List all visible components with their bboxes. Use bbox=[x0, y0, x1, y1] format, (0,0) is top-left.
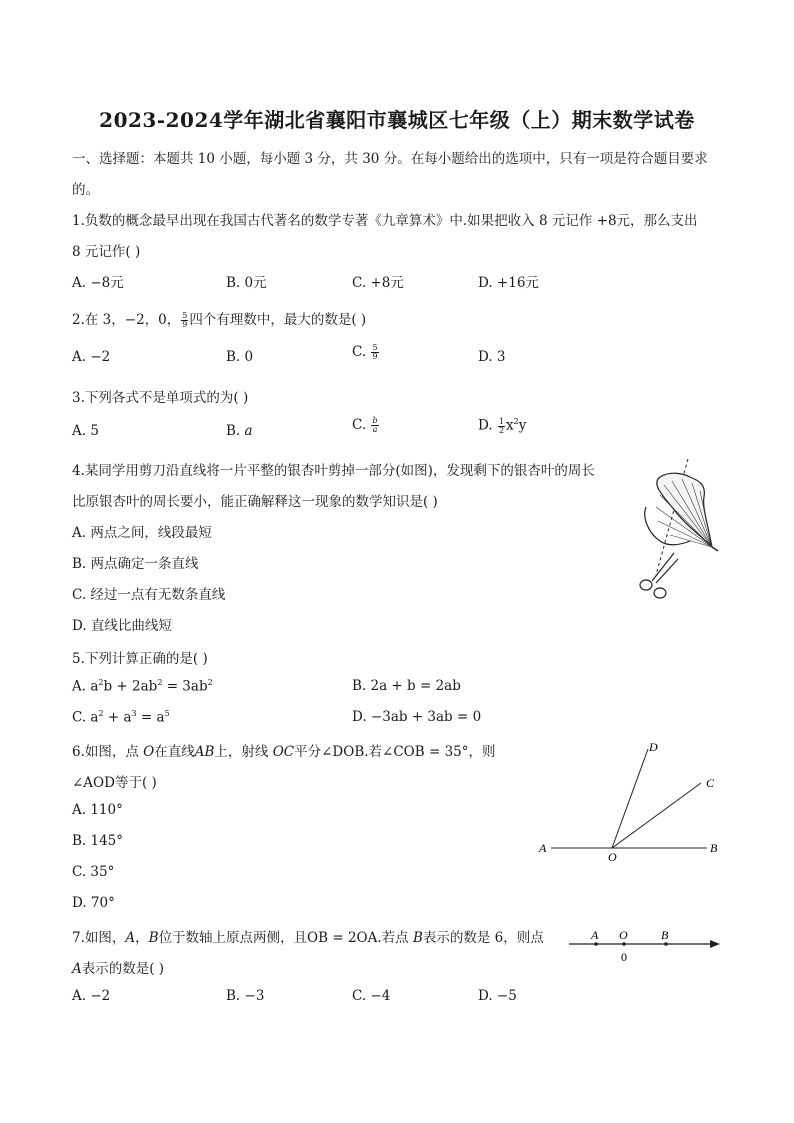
q3-option-d bbox=[478, 417, 526, 435]
q6-stem-line1 bbox=[72, 740, 496, 760]
q7-point-a: A bbox=[125, 930, 136, 946]
q4-stem-line1: 4.某同学用剪刀沿直线将一片平整的银杏叶剪掉一部分(如图)，发现剩下的银杏叶的周长 bbox=[72, 463, 595, 479]
q3-option-c-fraction bbox=[371, 417, 378, 434]
q3-option-d-label: D. bbox=[478, 417, 497, 434]
q5-c-mid: + a bbox=[103, 709, 132, 726]
label-o: O bbox=[608, 850, 617, 864]
q1-stem-line2: 8 元记作( ) bbox=[72, 244, 141, 260]
q5-c-p3: 5 bbox=[164, 709, 170, 718]
q1-option-d: D. +16元 bbox=[478, 275, 539, 291]
q2-option-a: A. −2 bbox=[72, 349, 111, 365]
q5-a-p3: 2 bbox=[207, 678, 213, 687]
q7-pre: 7.如图， bbox=[72, 930, 126, 946]
q5-a-label: A. a bbox=[72, 678, 99, 695]
q7-stem-line1 bbox=[72, 926, 544, 946]
q6-post: 平分∠DOB.若∠COB = 35°，则 bbox=[294, 744, 496, 760]
ray-od bbox=[612, 749, 648, 848]
q3-stem: 3.下列各式不是单项式的为( ) bbox=[72, 390, 249, 406]
q3-option-d-x: x bbox=[506, 417, 514, 434]
q6-point-o: O bbox=[143, 744, 155, 760]
point-a-dot bbox=[594, 942, 598, 946]
q5-option-b: B. 2a + b = 2ab bbox=[352, 678, 461, 694]
q6-option-a: A. 110° bbox=[72, 802, 123, 818]
angle-figure bbox=[535, 735, 725, 865]
scissors-icon bbox=[640, 553, 678, 598]
q7-option-b: B. −3 bbox=[226, 988, 265, 1004]
section-instructions-line1: 一、选择题：本题共 10 小题，每小题 3 分，共 30 分。在每小题给出的选项中，只有一项是符合题目要求 bbox=[72, 151, 708, 167]
q7-line2-text: 表示的数是( ) bbox=[81, 961, 165, 977]
q6-mid1: 在直线 bbox=[154, 744, 195, 760]
label-d: D bbox=[649, 740, 658, 754]
q4-option-c: C. 经过一点有无数条直线 bbox=[72, 587, 226, 603]
q7-option-c: C. −4 bbox=[352, 988, 391, 1004]
q2-option-c-label: C. bbox=[352, 344, 371, 360]
q1-option-b: B. 0元 bbox=[226, 275, 267, 291]
q3-option-d-num: 1 bbox=[498, 416, 505, 426]
label-a: A bbox=[591, 928, 599, 942]
q2-fraction bbox=[181, 312, 188, 329]
q2-option-c-den: 9 bbox=[372, 352, 378, 361]
q5-c-p1: 2 bbox=[98, 709, 104, 718]
q4-option-d: D. 直线比曲线短 bbox=[72, 618, 172, 634]
q7-mid1: 位于数轴上原点两侧，且OB = 2OA.若点 bbox=[158, 930, 413, 946]
q1-option-c: C. +8元 bbox=[352, 275, 404, 291]
number-line-figure bbox=[565, 925, 725, 967]
q2-option-c-fraction bbox=[371, 344, 378, 361]
q5-option-d: D. −3ab + 3ab = 0 bbox=[352, 709, 482, 725]
q6-pre: 6.如图，点 bbox=[72, 744, 144, 760]
q2-stem-post: 四个有理数中，最大的数是( ) bbox=[189, 312, 367, 328]
q2-option-c bbox=[352, 344, 380, 361]
q7-sep: ， bbox=[135, 930, 149, 946]
q3-option-c-den: a bbox=[372, 425, 378, 434]
q3-option-c bbox=[352, 417, 380, 434]
q7-point-b: B bbox=[148, 930, 159, 946]
q6-stem-line2: ∠AOD等于( ) bbox=[72, 775, 157, 791]
q3-option-a: A. 5 bbox=[72, 423, 99, 439]
section-instructions-line2: 的。 bbox=[72, 182, 99, 198]
q2-option-d: D. 3 bbox=[478, 349, 506, 365]
q7-option-d: D. −5 bbox=[478, 988, 517, 1004]
ginkgo-stem bbox=[712, 547, 718, 551]
q5-option-c bbox=[72, 709, 170, 726]
q6-mid2: 上，射线 bbox=[214, 744, 273, 760]
q5-c-p2: 3 bbox=[131, 709, 137, 718]
q6-line-ab: AB bbox=[194, 744, 215, 760]
q1-option-a: A. −8元 bbox=[72, 275, 124, 291]
exam-title: 2023-2024学年湖北省襄阳市襄城区七年级（上）期末数学试卷 bbox=[99, 108, 695, 132]
q2-stem-pre: 2.在 3，−2，0， bbox=[72, 312, 181, 328]
q4-option-a: A. 两点之间，线段最短 bbox=[72, 525, 212, 541]
q5-a-eq: = 3ab bbox=[162, 678, 208, 695]
q7-post: 表示的数是 6，则点 bbox=[422, 930, 544, 946]
q5-a-p2: 2 bbox=[157, 678, 163, 687]
label-a: A bbox=[539, 841, 547, 855]
q7-line2-point-a: A bbox=[72, 961, 82, 977]
q3-option-d-fraction bbox=[498, 418, 505, 435]
ray-oc bbox=[612, 783, 701, 848]
q7-stem-line2 bbox=[72, 957, 164, 977]
label-zero: 0 bbox=[621, 950, 627, 964]
q6-option-d: D. 70° bbox=[72, 895, 115, 911]
q3-option-d-y: y bbox=[518, 417, 527, 434]
q5-option-a bbox=[72, 678, 213, 695]
q5-a-mid: b + 2ab bbox=[103, 678, 158, 695]
q2-option-b: B. 0 bbox=[226, 349, 254, 365]
label-o: O bbox=[619, 928, 628, 942]
q5-stem: 5.下列计算正确的是( ) bbox=[72, 651, 208, 667]
q6-option-c: C. 35° bbox=[72, 864, 115, 880]
point-o-dot bbox=[622, 942, 626, 946]
q5-c-eq: = a bbox=[136, 709, 165, 726]
q7-option-a: A. −2 bbox=[72, 988, 111, 1004]
label-b: B bbox=[710, 841, 718, 855]
q6-option-b: B. 145° bbox=[72, 833, 124, 849]
q6-ray-oc: OC bbox=[272, 744, 295, 760]
ginkgo-leaf-scissors-figure bbox=[630, 455, 730, 605]
q4-stem-line2: 比原银杏叶的周长要小，能正确解释这一现象的数学知识是( ) bbox=[72, 494, 438, 510]
q2-fraction-num: 5 bbox=[182, 311, 188, 320]
number-line-arrow bbox=[710, 940, 720, 948]
q7-point-b2: B bbox=[412, 930, 423, 946]
q2-stem bbox=[72, 308, 366, 329]
q5-c-label: C. a bbox=[72, 709, 99, 726]
q3-option-b-label: B. bbox=[226, 423, 245, 439]
q3-option-b-var: a bbox=[244, 423, 253, 439]
q1-stem-line1: 1.负数的概念最早出现在我国古代著名的数学专著《九章算术》中.如果把收入 8 元记作 +8元，那么支出 bbox=[72, 213, 698, 229]
q2-fraction-den: 9 bbox=[182, 320, 188, 329]
q3-option-c-label: C. bbox=[352, 417, 371, 433]
point-b-dot bbox=[664, 942, 668, 946]
label-c: C bbox=[706, 776, 715, 790]
q3-option-c-num: b bbox=[372, 416, 378, 425]
q2-option-c-num: 5 bbox=[372, 343, 378, 352]
q3-option-d-den: 2 bbox=[498, 425, 505, 435]
label-b: B bbox=[661, 928, 669, 942]
q3-option-d-exp: 2 bbox=[513, 417, 519, 426]
q5-a-p1: 2 bbox=[98, 678, 104, 687]
q3-option-b bbox=[226, 423, 253, 439]
q4-option-b: B. 两点确定一条直线 bbox=[72, 556, 199, 572]
